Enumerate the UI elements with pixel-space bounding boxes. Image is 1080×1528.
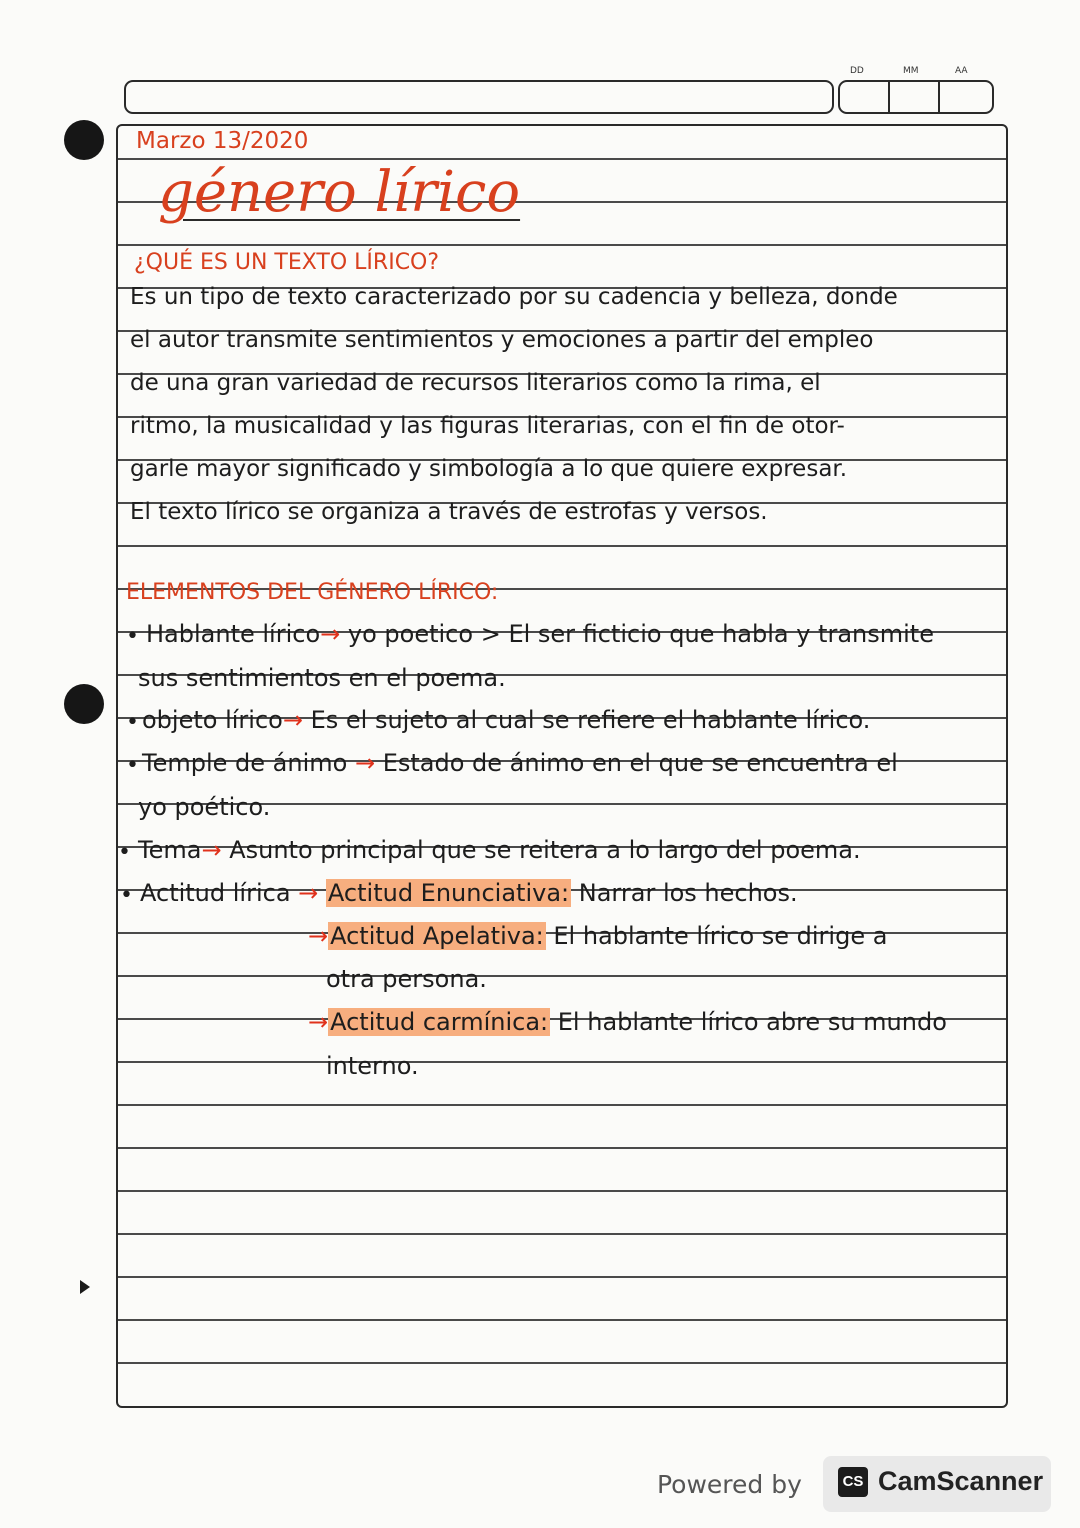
element-actitud (140, 879, 798, 907)
hablante-definition-continued: sus sentimientos en el poema. (138, 664, 506, 692)
arrow-icon: → (298, 879, 319, 907)
date-label-month: MM (903, 66, 919, 76)
binder-hole-top (64, 120, 104, 160)
definition-line: de una gran variedad de recursos literarios como la rima, el (130, 370, 821, 396)
tema-definition: Asunto principal que se reitera a lo largo del poema. (229, 836, 861, 864)
element-hablante (146, 620, 934, 648)
actitud-carminica-definition: El hablante lírico abre su mundo (557, 1008, 947, 1036)
ruled-line (118, 1061, 1006, 1063)
element-tema (138, 836, 861, 864)
camscanner-brand: CamScanner (878, 1466, 1044, 1496)
definition-line: ritmo, la musicalidad y las figuras literarias, con el fin de otor- (130, 413, 845, 439)
actitud-carminica (308, 1008, 947, 1036)
definition-line: El texto lírico se organiza a través de estrofas y versos. (130, 499, 768, 525)
bullet-icon: • (120, 883, 133, 908)
date-box-divider (888, 82, 890, 112)
hablante-definition: El ser ficticio que habla y transmite (508, 620, 934, 648)
arrow-icon: → (308, 1008, 329, 1036)
term-hablante: Hablante lírico (146, 620, 321, 648)
definition-line: Es un tipo de texto caracterizado por su cadencia y belleza, donde (130, 284, 898, 310)
arrow-icon: → (201, 836, 222, 864)
note-date: Marzo 13/2020 (136, 128, 309, 154)
ruled-line (118, 1319, 1006, 1321)
element-objeto (142, 706, 870, 734)
ruled-line (118, 975, 1006, 977)
bullet-icon: • (118, 840, 131, 865)
term-tema: Tema (138, 836, 202, 864)
term-objeto: objeto lírico (142, 706, 283, 734)
ruled-line (118, 1233, 1006, 1235)
arrow-icon: → (308, 922, 329, 950)
arrow-icon: → (282, 706, 303, 734)
actitud-apelativa-continued: otra persona. (326, 965, 487, 993)
actitud-carminica-label: Actitud carmínica: (330, 1008, 549, 1036)
element-temple (142, 749, 898, 777)
elements-heading: ELEMENTOS DEL GÉNERO LÍRICO: (126, 580, 499, 605)
ruled-line (118, 1362, 1006, 1364)
term-temple: Temple de ánimo (142, 749, 348, 777)
definition-line: el autor transmite sentimientos y emociones a partir del empleo (130, 327, 874, 353)
actitud-enunciativa-label: Actitud Enunciativa: (327, 879, 570, 907)
temple-definition-continued: yo poético. (138, 793, 271, 821)
actitud-enunciativa-definition: Narrar los hechos. (578, 879, 798, 907)
ruled-line (118, 244, 1006, 246)
actitud-apelativa-definition: El hablante lírico se dirige a (553, 922, 888, 950)
arrow-icon: → (320, 620, 341, 648)
actitud-apelativa (308, 922, 887, 950)
date-label-day: DD (850, 66, 864, 76)
camscanner-logo-icon: CS (838, 1467, 868, 1497)
header-date-box (838, 80, 994, 114)
actitud-apelativa-label: Actitud Apelativa: (330, 922, 544, 950)
ruled-line (118, 545, 1006, 547)
objeto-definition: Es el sujeto al cual se refiere el hablante lírico. (310, 706, 871, 734)
ruled-line (118, 1104, 1006, 1106)
temple-definition: Estado de ánimo en el que se encuentra el (382, 749, 898, 777)
date-label-year: AA (955, 66, 968, 76)
term-actitud: Actitud lírica (140, 879, 291, 907)
page-edge-marker-icon (80, 1280, 90, 1294)
ruled-line (118, 1276, 1006, 1278)
alias-yo-poetico: yo poetico (347, 620, 474, 648)
arrow-icon: → (354, 749, 376, 777)
bullet-icon: • (126, 753, 139, 778)
actitud-carminica-continued: interno. (326, 1052, 419, 1080)
date-box-divider (938, 82, 940, 112)
ruled-line (118, 1190, 1006, 1192)
powered-by-label: Powered by (657, 1469, 802, 1499)
binder-hole-middle (64, 684, 104, 724)
page-title: género lírico (158, 160, 521, 225)
bullet-icon: • (126, 710, 139, 735)
question-heading: ¿QUÉ ES UN TEXTO LÍRICO? (134, 250, 440, 275)
header-title-box (124, 80, 834, 114)
bullet-icon: • (126, 624, 139, 649)
definition-line: garle mayor significado y simbología a lo que quiere expresar. (130, 456, 848, 482)
separator-icon: > (480, 620, 501, 648)
ruled-line (118, 1147, 1006, 1149)
scanner-footer (657, 1458, 802, 1510)
